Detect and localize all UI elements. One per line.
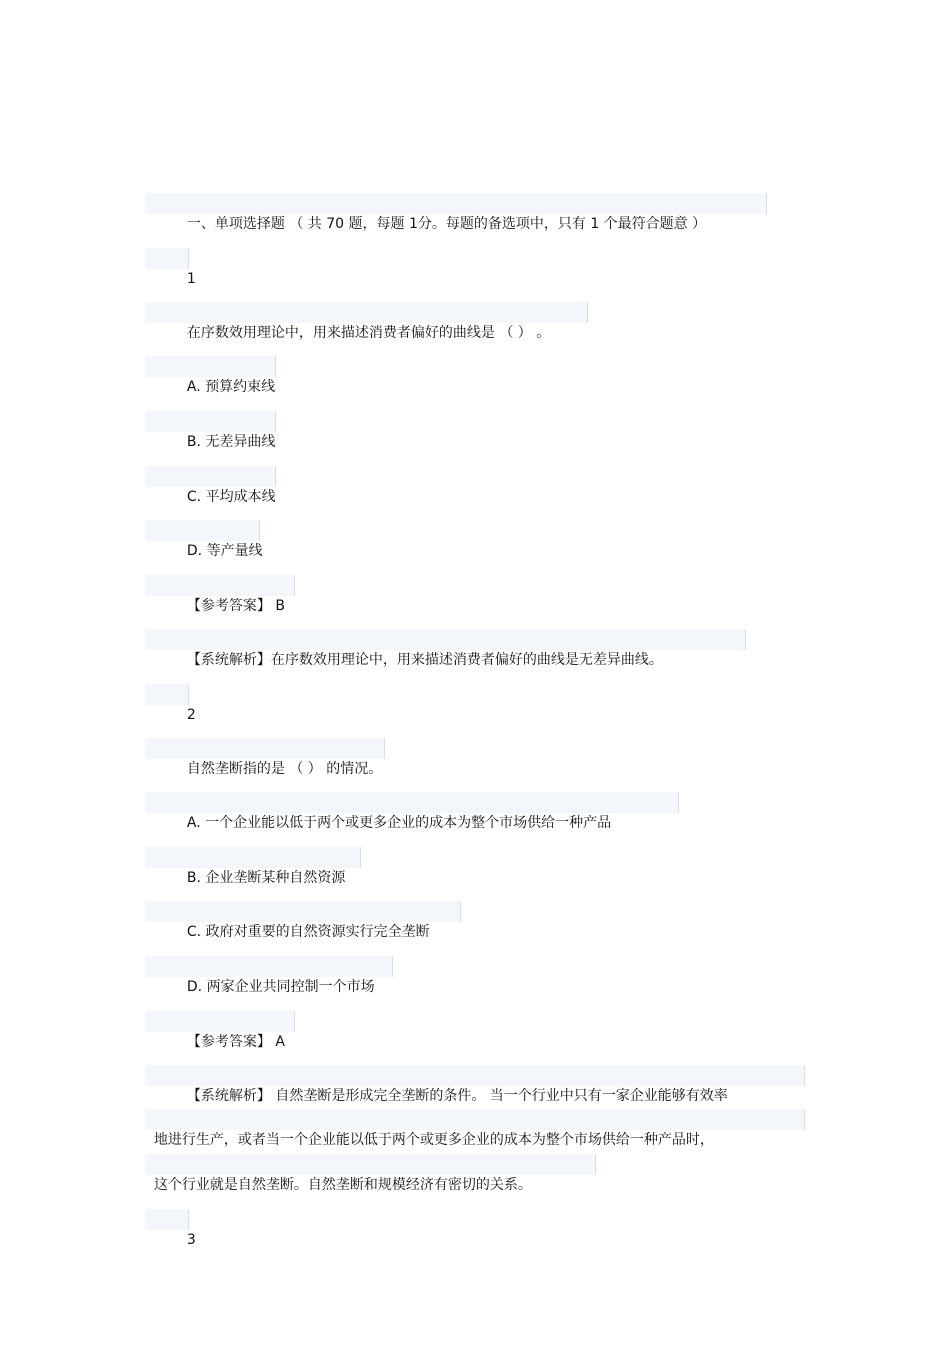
option-c-text: C. 政府对重要的自然资源实行完全垄断 [186,924,430,940]
option-c [145,466,276,505]
section-heading-text: 一、单项选择题 （ 共 70 题，每题 1分。每题的备选项中，只有 1 个最符合题意 ） [186,216,707,232]
option-a [145,792,679,831]
option-a-text: A. 预算约束线 [186,379,276,395]
question-number-text: 1 [186,271,196,287]
reference-answer-text: 【参考答案】 A [186,1034,285,1050]
analysis-line-2 [145,1109,805,1148]
analysis-text: 【系统解析】 自然垄断是形成完全垄断的条件。 当一个行业中只有一家企业能够有效率 [186,1088,728,1104]
option-b-text: B. 企业垄断某种自然资源 [186,870,346,886]
option-b [145,847,361,886]
option-a [145,356,276,395]
question-stem-text: 在序数效用理论中，用来描述消费者偏好的曲线是 （ ） 。 [186,325,551,341]
option-d [145,520,263,559]
question-number [145,1209,196,1248]
analysis-text: 这个行业就是自然垄断。自然垄断和规模经济有密切的关系。 [153,1177,532,1193]
option-c-text: C. 平均成本线 [186,489,276,505]
option-a-text: A. 一个企业能以低于两个或更多企业的成本为整个市场供给一种产品 [186,815,612,831]
analysis-text: 地进行生产，或者当一个企业能以低于两个或更多企业的成本为整个市场供给一种产品时， [153,1132,714,1148]
analysis [145,629,746,668]
question-stem-text: 自然垄断指的是 （ ） 的情况。 [186,761,383,777]
option-d-text: D. 等产量线 [186,543,263,559]
reference-answer-text: 【参考答案】 B [186,598,285,614]
analysis-text: 【系统解析】在序数效用理论中，用来描述消费者偏好的曲线是无差异曲线。 [186,652,663,668]
question-number-text: 3 [186,1232,196,1248]
analysis-line-3 [145,1154,596,1193]
question-number-text: 2 [186,707,196,723]
option-d-text: D. 两家企业共同控制一个市场 [186,979,375,995]
question-number [145,248,196,287]
option-b [145,411,276,450]
option-d [145,956,393,995]
question-stem [145,738,385,777]
analysis-line-1 [145,1065,805,1104]
option-b-text: B. 无差异曲线 [186,434,276,450]
question-stem [145,302,588,341]
reference-answer [145,575,295,614]
reference-answer [145,1011,295,1050]
section-heading [145,193,767,232]
option-c [145,901,461,940]
question-number [145,684,196,723]
